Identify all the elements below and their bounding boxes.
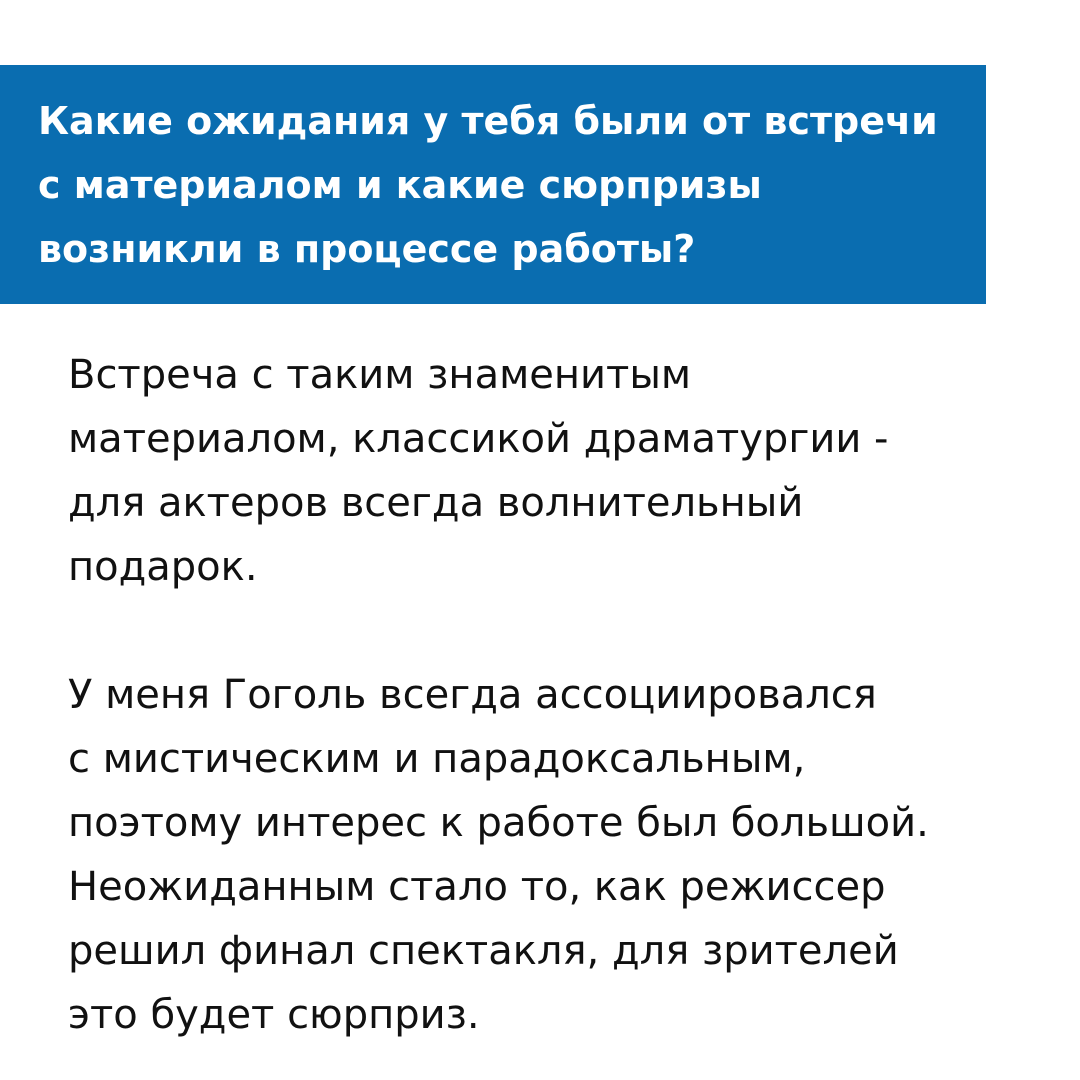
question-heading: Какие ожидания у тебя были от встречи с материалом и какие сюрпризы возникли в процессе работы? <box>38 99 938 271</box>
answer-paragraph-2: У меня Гоголь всегда ассоциировался с мистическим и парадоксальным, поэтому интерес к работе был большой. Неожиданным стало то, как режиссер решил финал спектакля, для зрителей это будет сюрприз. <box>68 672 929 1038</box>
question-banner <box>0 65 986 304</box>
answer-paragraph-1: Встреча с таким знаменитым материалом, классикой драматургии - для актеров всегда волнительный подарок. <box>68 352 889 590</box>
answer-block <box>68 343 1028 1047</box>
